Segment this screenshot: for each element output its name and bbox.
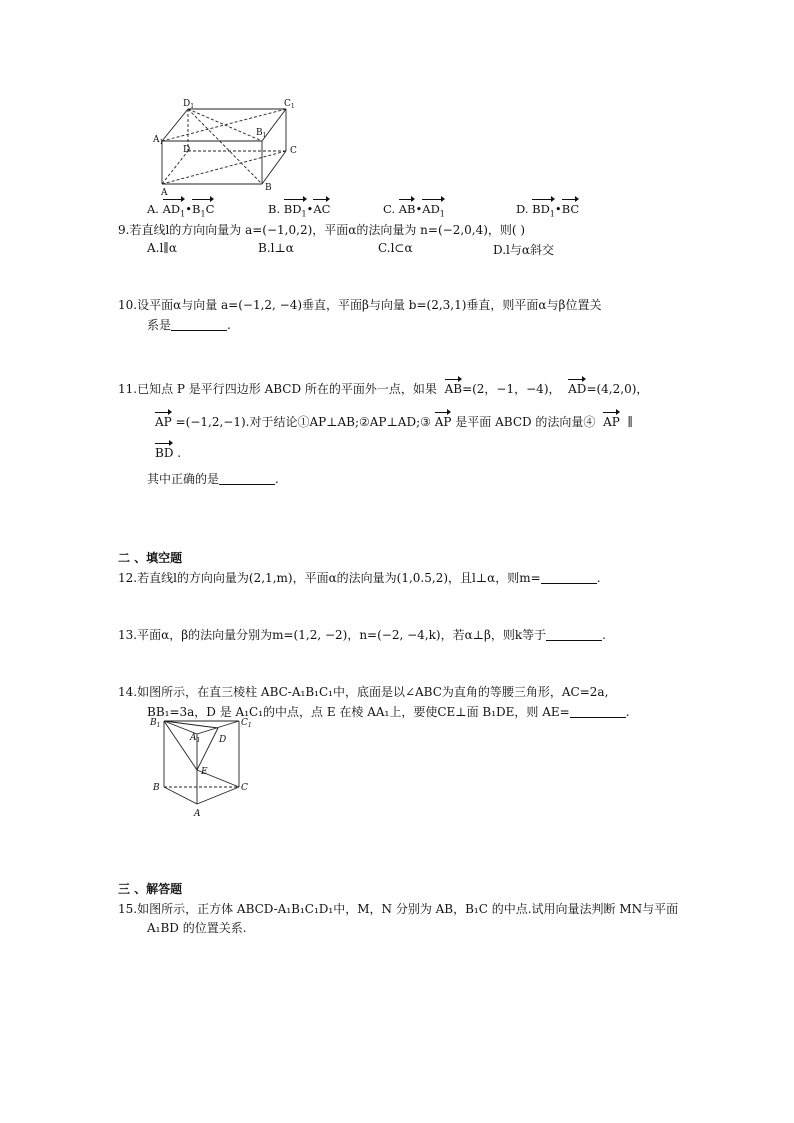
- q13: 13.平面α，β的法向量分别为m=(1,2, −2)，n=(−2, −4,k)，若α⊥β，则k等于 .: [118, 628, 606, 642]
- option-d: D. $BD_1•BC$: [516, 202, 580, 219]
- q15-line2: A₁BD 的位置关系.: [147, 921, 247, 935]
- section-fill-in: 二 、填空题: [118, 551, 183, 565]
- option-c: C. $AB•AD_1$: [383, 202, 445, 219]
- q12: 12.若直线l的方向向量为(2,1,m)，平面α的法向量为(1,0.5,2)，且l⊥α，则m= .: [118, 571, 601, 585]
- label-B1: $B_1$: [150, 718, 161, 729]
- q11-line2: AP =(−1,2,−1).对于结论①AP⊥AB;②AP⊥AD;③ AP 是平面 ABCD 的法向量④ AP ∥: [155, 415, 634, 429]
- q9-option-d: D.l与α斜交: [493, 243, 554, 257]
- q9-stem: 9.若直线l的方向向量为 a=(−1,0,2)，平面α的法向量为 n=(−2,0,4)，则( ): [118, 223, 526, 237]
- label-B1: $B_1$: [256, 128, 267, 139]
- q9-option-c: C.l⊂α: [378, 241, 413, 255]
- label-D: D: [183, 145, 191, 155]
- q9-option-b: B.l⊥α: [258, 241, 294, 255]
- q14-line1: 14.如图所示，在直三棱柱 ABC-A₁B₁C₁中，底面是以∠ABC为直角的等腰三角形，AC=2a,: [118, 685, 609, 699]
- answer-blank: [541, 571, 597, 584]
- q11-line1: 11.已知点 P 是平行四边形 ABCD 所在的平面外一点，如果 AB=(2，−1，−4)， AD=(4,2,0)，: [118, 382, 649, 396]
- label-A1: $A_1$: [153, 135, 164, 146]
- label-C: C: [241, 783, 248, 793]
- q15-line1: 15.如图所示，正方体 ABCD-A₁B₁C₁D₁中，M，N 分别为 AB，B₁C 的中点.试用向量法判断 MN与平面: [118, 902, 679, 916]
- section-solutions: 三 、解答题: [118, 882, 183, 896]
- label-E: E: [201, 767, 208, 777]
- label-C1: $C_1$: [241, 718, 252, 729]
- answer-blank: [570, 705, 626, 718]
- figure-prism: [147, 712, 257, 822]
- q14-line2: BB₁=3a，D 是 A₁C₁的中点，点 E 在棱 AA₁上，要使CE⊥面 B₁DE，则 AE= .: [147, 705, 630, 719]
- label-A1: $A_1$: [190, 733, 201, 744]
- label-B: B: [265, 183, 272, 193]
- option-a: A. $AD_1•B_1C$: [147, 202, 215, 219]
- label-B: B: [153, 783, 160, 793]
- label-C1: $C_1$: [284, 99, 295, 110]
- label-C: C: [290, 146, 297, 156]
- q11-line3: BD .: [155, 446, 182, 460]
- figure-box: [150, 96, 310, 198]
- label-A: A: [161, 188, 168, 198]
- answer-blank: [219, 472, 275, 485]
- option-b: B. $BD_1•AC$: [268, 202, 331, 219]
- q9-option-a: A.l∥α: [147, 241, 177, 255]
- q10-line1: 10.设平面α与向量 a=(−1,2, −4)垂直，平面β与向量 b=(2,3,1)垂直，则平面α与β位置关: [118, 298, 602, 312]
- label-D: D: [219, 735, 227, 745]
- label-D1: $D_1$: [183, 99, 195, 110]
- q10-line2: 系是 .: [147, 318, 231, 332]
- answer-blank: [171, 318, 227, 331]
- label-A: A: [194, 809, 201, 819]
- q11-line4: 其中正确的是 .: [147, 472, 279, 486]
- answer-blank: [546, 628, 602, 641]
